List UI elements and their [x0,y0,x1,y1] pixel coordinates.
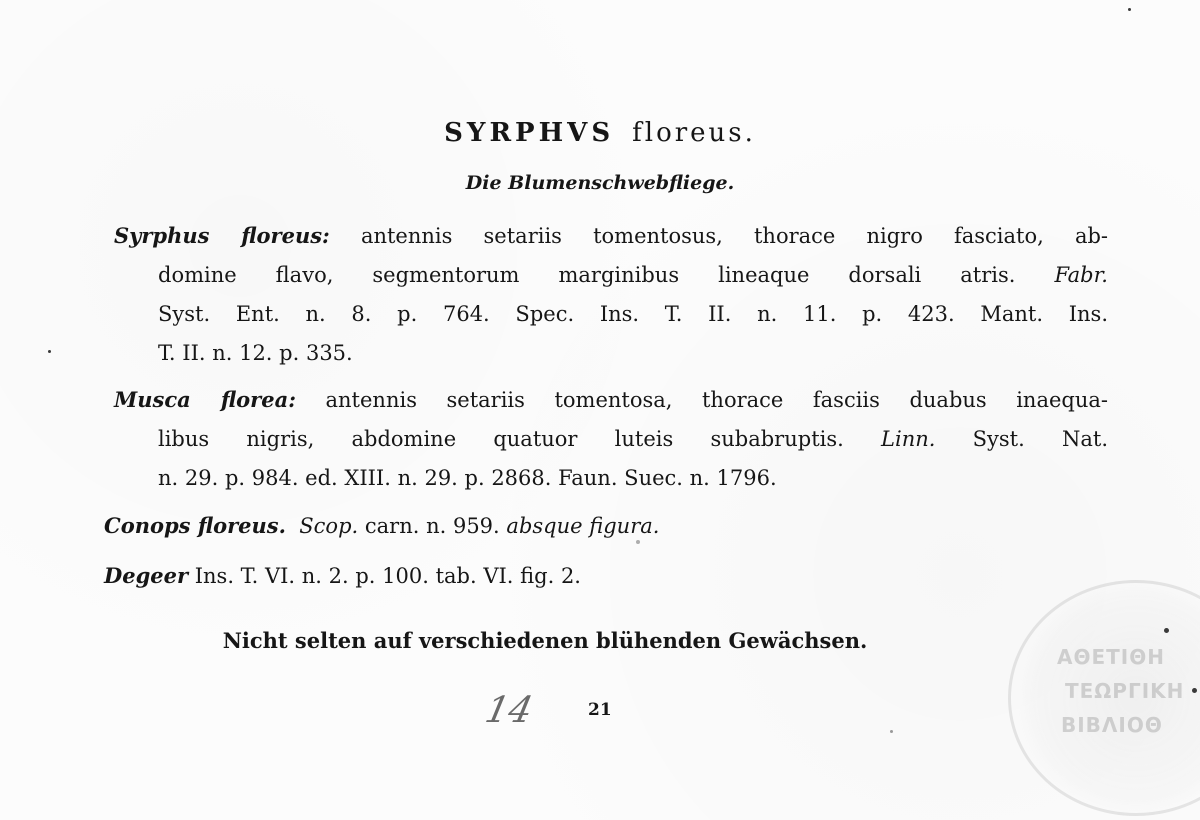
handwritten-annotation: 14 [481,690,537,731]
description-line: libus nigris, abdomine quatuor luteis subabruptis. [158,427,844,451]
synonym-name: Musca florea: [114,387,296,412]
genus-name: SYRPHVS [444,118,615,148]
reference-line: T. II. n. 12. p. 335. [158,341,353,365]
reference-author: Scop. [299,514,359,538]
habitat-note: Nicht selten auf verschiedenen blühenden Gewächsen. [222,628,868,653]
species-name: floreus. [632,118,756,148]
synonym-name: Syrphus floreus: [114,223,330,248]
description-line: antennis setariis tomentosus, thorace nigro fasciato, ab- [360,224,1108,248]
page-number: 21 [588,700,612,720]
synonym-entry-scopoli [104,506,804,546]
synonym-name: Conops floreus. [104,513,286,538]
reference-author: Fabr. [1054,263,1108,287]
synonym-entry-linnaeus [114,380,1108,498]
common-name: Die Blumenschwebfliege. [465,172,735,194]
reference-author: Linn. [881,427,936,451]
synonym-entry-degeer [104,556,804,596]
synonym-entry-fabricius [114,216,1108,373]
paper-speck [1128,8,1131,11]
stamp-text-line: ΑΘΕΤΙΘΗ [1057,645,1165,669]
paper-speck [48,350,51,353]
paper-speck [1192,688,1197,693]
reference-note: absque figura. [506,514,660,538]
description-line: antennis setariis tomentosa, thorace fasciis duabus inaequa- [325,388,1108,412]
description-line: domine flavo, segmentorum marginibus lineaque dorsali atris. [158,263,1016,287]
paper-speck [890,730,893,733]
paper-speck [1164,628,1169,633]
library-stamp [1008,580,1200,816]
reference-text: Ins. T. VI. n. 2. p. 100. tab. VI. fig. 2. [194,564,581,588]
stamp-text-line: ΤΕΩΡΓΙΚΗ [1065,679,1185,703]
reference-author: Degeer [104,563,189,588]
paper-speck [636,540,640,544]
reference-line: Syst. Ent. n. 8. p. 764. Spec. Ins. T. II. n. 11. p. 423. Mant. Ins. [158,302,1108,326]
stamp-text-line: ΒΙΒΛΙΟΘ [1061,713,1163,737]
reference-text: Syst. Nat. [972,427,1108,451]
species-title [0,118,1200,148]
reference-line: n. 29. p. 984. ed. XIII. n. 29. p. 2868. Faun. Suec. n. 1796. [158,466,777,490]
reference-text: carn. n. 959. [364,514,500,538]
